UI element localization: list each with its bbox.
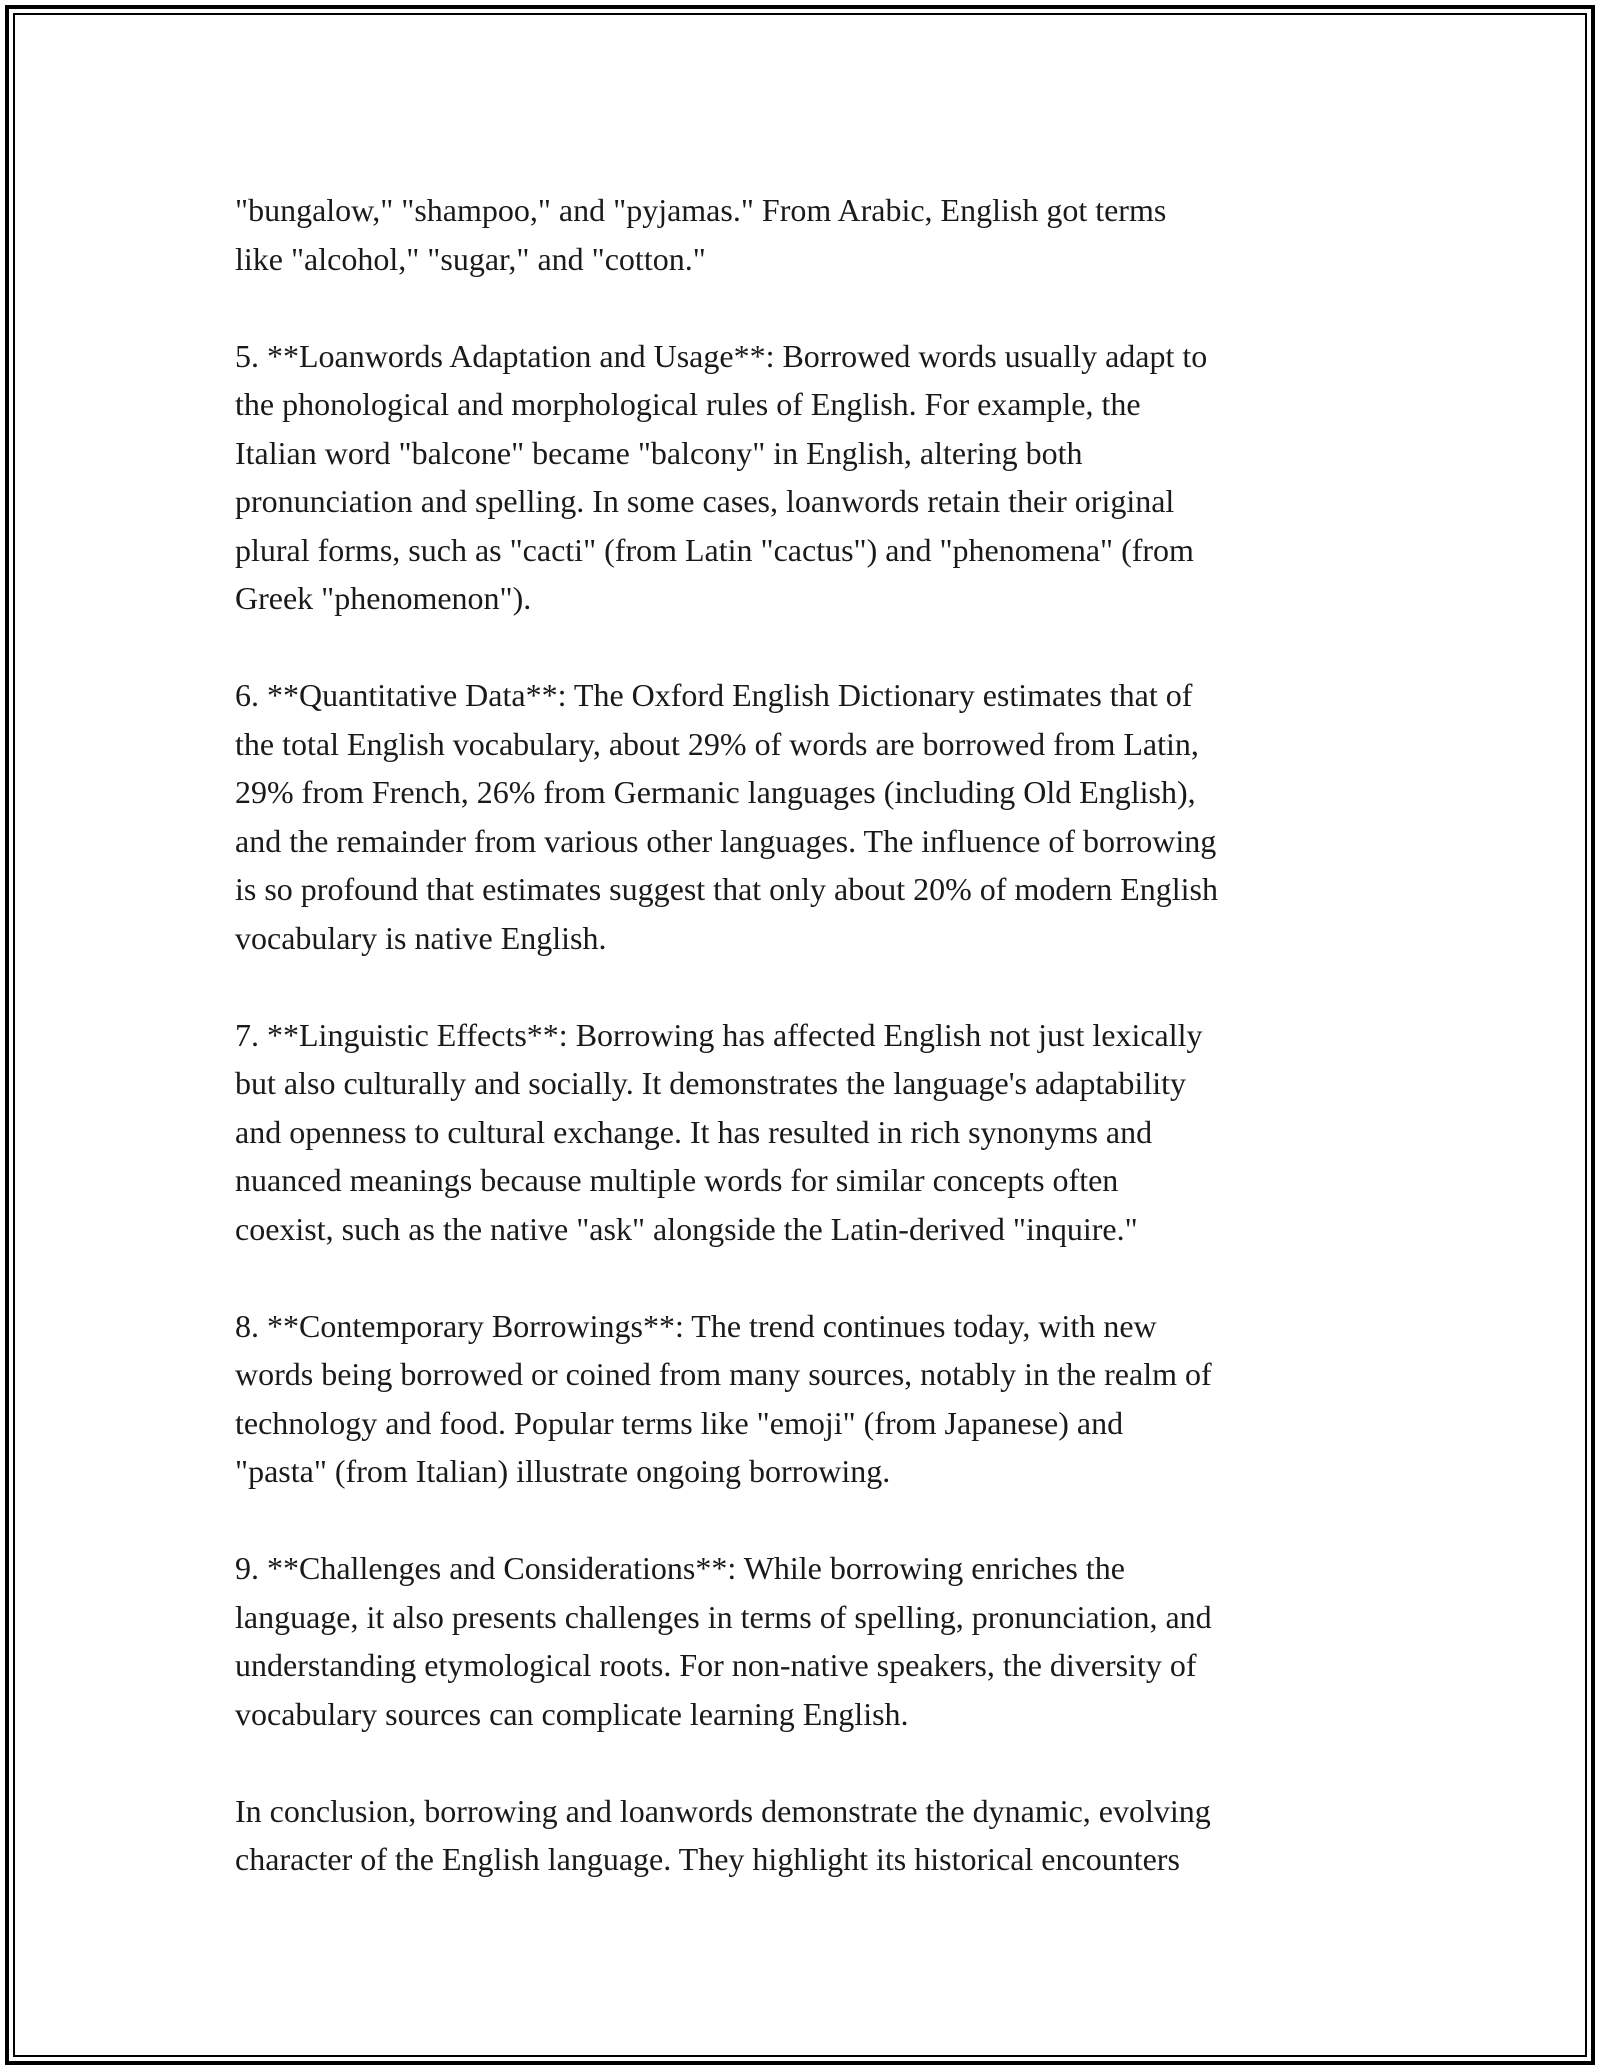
text-line: 8. **Contemporary Borrowings**: The trend continues today, with new	[235, 1307, 1157, 1344]
text-line: is so profound that estimates suggest that only about 20% of modern English	[235, 871, 1218, 907]
text-line: 9. **Challenges and Considerations**: While borrowing enriches the	[235, 1550, 1125, 1586]
text-line: 5. **Loanwords Adaptation and Usage**: Borrowed words usually adapt to	[235, 337, 1208, 374]
text-line: but also culturally and socially. It demonstrates the language's adaptability	[235, 1065, 1186, 1101]
text-line: "pasta" (from Italian) illustrate ongoing borrowing.	[235, 1453, 891, 1489]
text-line: "bungalow," "shampoo," and "pyjamas." From Arabic, English got terms	[235, 192, 1167, 228]
paragraph-contemporary-borrowings	[235, 1302, 1380, 1496]
text-line: coexist, such as the native "ask" alongside the Latin-derived "inquire."	[235, 1210, 1138, 1247]
text-line: words being borrowed or coined from many sources, notably in the realm of	[235, 1356, 1212, 1392]
text-line: pronunciation and spelling. In some cases, loanwords retain their original	[235, 483, 1175, 519]
text-line: like "alcohol," "sugar," and "cotton."	[235, 240, 706, 277]
text-line: 29% from French, 26% from Germanic languages (including Old English),	[235, 774, 1196, 810]
text-line: the phonological and morphological rules of English. For example, the	[235, 386, 1141, 422]
paragraph-conclusion	[235, 1787, 1380, 1884]
text-line: Greek "phenomenon").	[235, 580, 532, 616]
text-line: nuanced meanings because multiple words for similar concepts often	[235, 1162, 1119, 1198]
paragraph-quantitative-data	[235, 671, 1380, 962]
document-body	[235, 186, 1380, 1932]
text-line: character of the English language. They highlight its historical encounters	[235, 1841, 1180, 1877]
text-line: Italian word "balcone" became "balcony" in English, altering both	[235, 434, 1083, 471]
paragraph-challenges	[235, 1544, 1380, 1738]
paragraph-linguistic-effects	[235, 1011, 1380, 1254]
text-line: vocabulary sources can complicate learning English.	[235, 1695, 909, 1732]
paragraph-loanwords-adaptation	[235, 332, 1380, 623]
text-line: plural forms, such as "cacti" (from Latin "cactus") and "phenomena" (from	[235, 531, 1194, 568]
text-line: language, it also presents challenges in terms of spelling, pronunciation, and	[235, 1598, 1212, 1635]
text-line: and the remainder from various other languages. The influence of borrowing	[235, 822, 1217, 859]
paragraph-vocabulary-sources	[235, 186, 1380, 283]
text-line: 6. **Quantitative Data**: The Oxford English Dictionary estimates that of	[235, 677, 1193, 713]
text-line: and openness to cultural exchange. It has resulted in rich synonyms and	[235, 1113, 1153, 1150]
text-line: technology and food. Popular terms like "emoji" (from Japanese) and	[235, 1404, 1124, 1441]
text-line: In conclusion, borrowing and loanwords demonstrate the dynamic, evolving	[235, 1792, 1211, 1829]
text-line: understanding etymological roots. For non-native speakers, the diversity of	[235, 1647, 1197, 1683]
text-line: 7. **Linguistic Effects**: Borrowing has affected English not just lexically	[235, 1016, 1203, 1053]
text-line: vocabulary is native English.	[235, 919, 607, 956]
text-line: the total English vocabulary, about 29% of words are borrowed from Latin,	[235, 725, 1199, 762]
